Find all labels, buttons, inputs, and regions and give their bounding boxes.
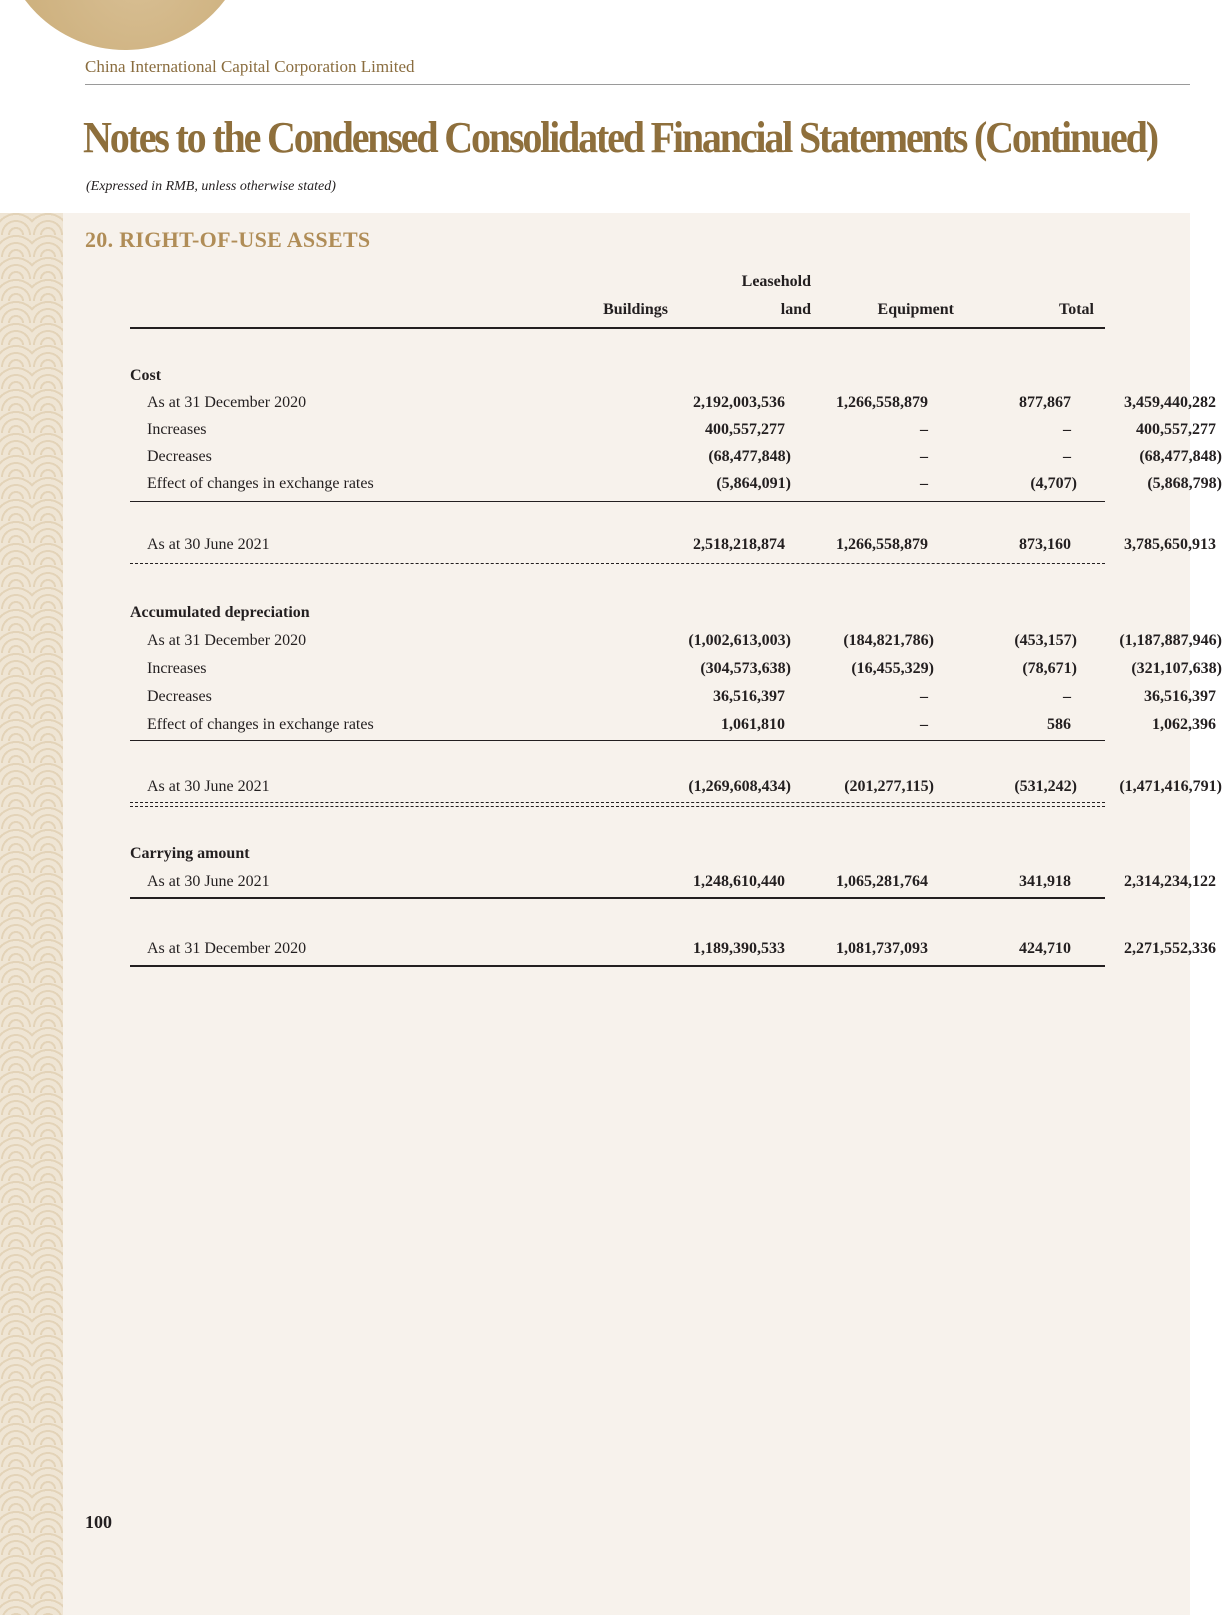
equipment-value: (531,242)	[1014, 778, 1077, 795]
table-row	[130, 421, 1216, 449]
table-row	[130, 688, 1216, 716]
leasehold-land-value: –	[920, 688, 928, 705]
buildings-value: (68,477,848)	[708, 448, 791, 465]
total-value: 36,516,397	[1144, 688, 1216, 705]
equipment-value: 424,710	[1019, 940, 1071, 957]
section-heading: Cost	[130, 367, 162, 384]
table-row	[130, 448, 1222, 476]
equipment-value: –	[1063, 448, 1071, 465]
row-label: As at 31 December 2020	[147, 632, 307, 649]
decorative-medallion	[0, 0, 250, 50]
leasehold-land-value: –	[920, 475, 928, 492]
buildings-value: (304,573,638)	[700, 660, 791, 677]
equipment-value: (4,707)	[1030, 475, 1077, 492]
table-row	[130, 475, 1222, 503]
total-value: (68,477,848)	[1139, 448, 1222, 465]
leasehold-land-value: (16,455,329)	[851, 660, 934, 677]
table-row	[130, 660, 1222, 688]
leasehold-land-value: 1,081,737,093	[836, 940, 928, 957]
row-label: As at 31 December 2020	[147, 940, 307, 957]
table-row	[130, 394, 1216, 422]
equipment-value: (453,157)	[1014, 632, 1077, 649]
leasehold-land-value: 1,065,281,764	[836, 873, 928, 890]
total-value: 3,459,440,282	[1124, 394, 1216, 411]
section-heading: Carrying amount	[130, 845, 250, 862]
cost-subtotal-rule	[130, 501, 1105, 502]
company-name: China International Capital Corporation Limited	[85, 57, 415, 76]
cost-closing-row	[130, 536, 1216, 564]
page-number: 100	[85, 1512, 112, 1532]
total-value: (5,868,798)	[1147, 475, 1222, 492]
decorative-wave-pattern	[0, 213, 63, 1615]
row-label: As at 31 December 2020	[147, 394, 307, 411]
row-label: Effect of changes in exchange rates	[147, 475, 374, 492]
buildings-value: (1,269,608,434)	[688, 778, 791, 795]
row-label: Effect of changes in exchange rates	[147, 716, 374, 733]
depreciation-dashed-rule-1	[130, 802, 1105, 803]
depreciation-dashed-rule-2	[130, 806, 1105, 807]
cost-closing-dashed-rule	[130, 563, 1105, 564]
row-label: Increases	[147, 660, 207, 677]
buildings-value: 1,061,810	[721, 716, 785, 733]
equipment-value: 877,867	[1019, 394, 1071, 411]
col-header-equipment: Equipment	[877, 301, 954, 318]
currency-note: (Expressed in RMB, unless otherwise stated)	[86, 179, 336, 194]
buildings-value: (5,864,091)	[716, 475, 791, 492]
leasehold-land-value: (184,821,786)	[843, 632, 934, 649]
leasehold-land-value: 1,266,558,879	[836, 394, 928, 411]
carrying-prior-row	[130, 940, 1216, 968]
col-header-buildings: Buildings	[603, 301, 668, 318]
equipment-value: –	[1063, 688, 1071, 705]
row-label: Increases	[147, 421, 207, 438]
col-header-leasehold-line2: land	[780, 301, 811, 318]
section-heading: Accumulated depreciation	[130, 604, 310, 621]
row-label: Decreases	[147, 448, 212, 465]
row-label: As at 30 June 2021	[147, 778, 270, 795]
total-value: 1,062,396	[1152, 716, 1216, 733]
section-title: 20. RIGHT-OF-USE ASSETS	[85, 227, 371, 252]
row-label: As at 30 June 2021	[147, 873, 270, 890]
equipment-value: 341,918	[1019, 873, 1071, 890]
buildings-value: 2,192,003,536	[693, 394, 785, 411]
buildings-value: 2,518,218,874	[693, 536, 785, 553]
col-header-leasehold-line1: Leasehold	[741, 273, 811, 290]
equipment-value: –	[1063, 421, 1071, 438]
table-row	[130, 632, 1222, 660]
leasehold-land-value: (201,277,115)	[844, 778, 934, 795]
equipment-value: 873,160	[1019, 536, 1071, 553]
row-label: Decreases	[147, 688, 212, 705]
depreciation-heading-row	[130, 604, 1105, 632]
total-value: 3,785,650,913	[1124, 536, 1216, 553]
buildings-value: 400,557,277	[705, 421, 785, 438]
header-rule	[130, 327, 1105, 329]
equipment-value: (78,671)	[1022, 660, 1077, 677]
total-value: (321,107,638)	[1131, 660, 1222, 677]
header-divider	[85, 84, 1190, 85]
total-value: 2,314,234,122	[1124, 873, 1216, 890]
carrying-prior-rule	[130, 965, 1105, 967]
total-value: (1,471,416,791)	[1119, 778, 1222, 795]
buildings-value: 1,248,610,440	[693, 873, 785, 890]
leasehold-land-value: 1,266,558,879	[836, 536, 928, 553]
equipment-value: 586	[1047, 716, 1071, 733]
col-header-total: Total	[1059, 301, 1094, 318]
total-value: 2,271,552,336	[1124, 940, 1216, 957]
carrying-current-rule	[130, 897, 1105, 899]
depreciation-subtotal-rule	[130, 740, 1105, 741]
buildings-value: 1,189,390,533	[693, 940, 785, 957]
total-value: (1,187,887,946)	[1119, 632, 1222, 649]
page-title: Notes to the Condensed Consolidated Financial Statements (Continued)	[83, 113, 1157, 162]
total-value: 400,557,277	[1136, 421, 1216, 438]
carrying-heading-row	[130, 845, 1105, 873]
leasehold-land-value: –	[920, 448, 928, 465]
row-label: As at 30 June 2021	[147, 536, 270, 553]
leasehold-land-value: –	[920, 421, 928, 438]
leasehold-land-value: –	[920, 716, 928, 733]
cost-heading-row	[130, 367, 1105, 395]
buildings-value: 36,516,397	[713, 688, 785, 705]
buildings-value: (1,002,613,003)	[688, 632, 791, 649]
